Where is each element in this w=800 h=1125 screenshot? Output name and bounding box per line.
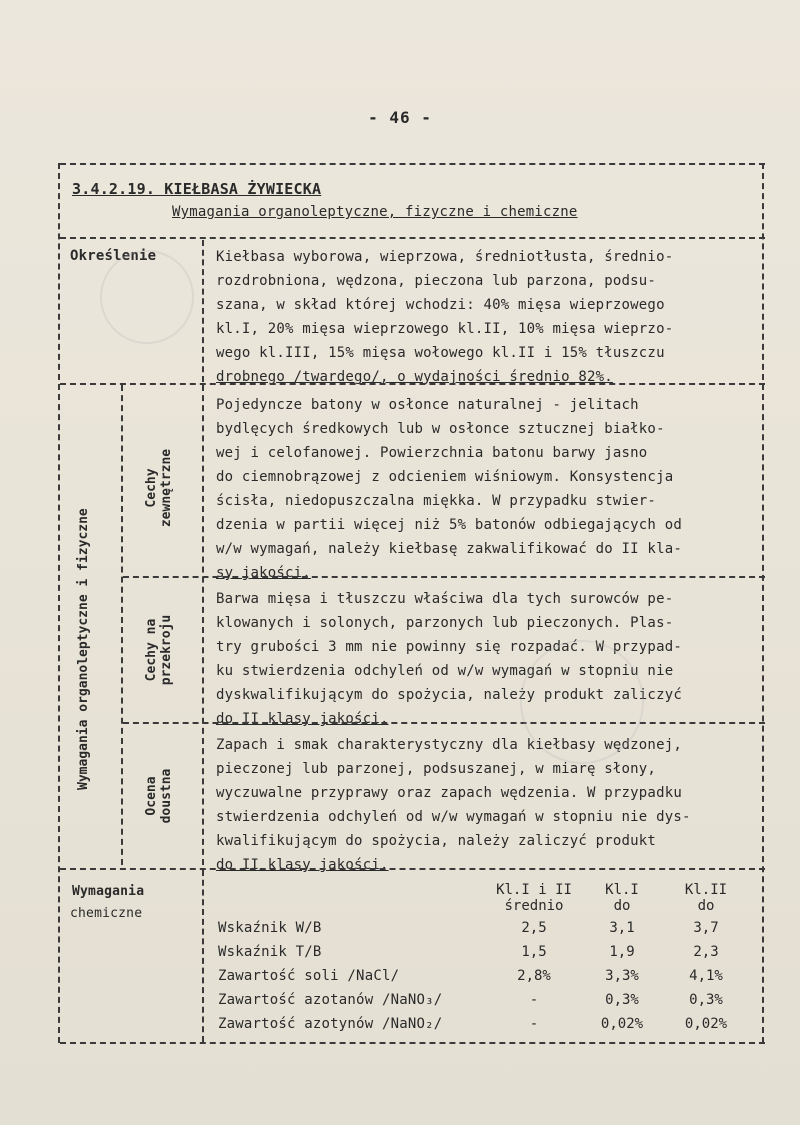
chem-row-v3: 0,02% xyxy=(684,1016,728,1032)
cross-section-line: dyskwalifikującym do spożycia, należy produkt zaliczyć xyxy=(216,687,682,703)
chem-row-v2: 0,3% xyxy=(605,992,639,1008)
heading-separator xyxy=(60,237,765,239)
frame-right-line xyxy=(762,163,764,1043)
taste-line: pieczonej lub parzonej, podsuszanej, w miarę słony, xyxy=(216,761,657,777)
cross-section-label xyxy=(144,590,180,710)
chem-row-v1: 2,5 xyxy=(521,920,547,936)
col-header-1-line2: średnio xyxy=(504,898,564,914)
chem-row-v1: - xyxy=(529,992,539,1008)
definition-bottom-line xyxy=(60,383,765,385)
definition-divider xyxy=(202,240,204,382)
taste-line: Zapach i smak charakterystyczny dla kiełbasy wędzonej, xyxy=(216,737,682,753)
definition-line: wego kl.III, 15% mięsa wołowego kl.II i 15% tłuszczu xyxy=(216,345,665,361)
external-line: w/w wymagań, należy kiełbasę zakwalifikować do II kla- xyxy=(216,541,682,557)
cross-section-line: klowanych i solonych, parzonych lub pieczonych. Plas- xyxy=(216,615,674,631)
chem-row-v2: 0,02% xyxy=(600,1016,644,1032)
chem-row-v1: 1,5 xyxy=(521,944,547,960)
chem-row-name: Zawartość soli /NaCl/ xyxy=(218,968,400,984)
external-line: Pojedyncze batony w osłonce naturalnej - jelitach xyxy=(216,397,639,413)
col-header-1 xyxy=(474,882,594,914)
col-header-3-line2: do xyxy=(697,898,715,914)
chem-row-name: Zawartość azotanów /NaNO₃/ xyxy=(218,992,443,1008)
col-header-3-line1: Kl.II xyxy=(684,882,728,898)
external-label-line2: zewnętrzne xyxy=(159,448,174,528)
col-header-2-line2: do xyxy=(613,898,631,914)
taste-line: wyczuwalne przyprawy oraz zapach wędzenia. W przypadku xyxy=(216,785,682,801)
chem-row-v3: 3,7 xyxy=(693,920,719,936)
chemical-label-line2: chemiczne xyxy=(70,906,143,921)
faint-stamp-circle xyxy=(100,250,194,344)
taste-label xyxy=(144,736,180,856)
organoleptic-group-label: Wymagania organoleptyczne i fizyczne xyxy=(76,508,91,790)
taste-label-line1: Ocena xyxy=(144,776,159,816)
definition-line: kl.I, 20% mięsa wieprzowego kl.II, 10% mięsa wieprzo- xyxy=(216,321,674,337)
cross-section-bottom-line xyxy=(123,722,765,724)
chem-row-v3: 2,3 xyxy=(693,944,719,960)
organoleptic-bottom-line xyxy=(60,868,765,870)
faint-stamp-circle xyxy=(520,640,644,764)
definition-label: Określenie xyxy=(70,248,157,264)
cross-section-line: do II klasy jakości. xyxy=(216,711,389,727)
chemical-divider xyxy=(202,870,204,1042)
chem-row-v2: 1,9 xyxy=(609,944,635,960)
frame-bottom-line xyxy=(60,1042,765,1044)
external-line: do ciemnobrązowej z odcieniem wiśniowym. Konsystencja xyxy=(216,469,674,485)
definition-line: szana, w skład której wchodzi: 40% mięsa wieprzowego xyxy=(216,297,665,313)
external-line: ścisła, niedopuszczalna miękka. W przypadku stwier- xyxy=(216,493,657,509)
cross-section-line: Barwa mięsa i tłuszczu właściwa dla tych surowców pe- xyxy=(216,591,674,607)
chem-row-v3: 0,3% xyxy=(689,992,723,1008)
col-header-2-line1: Kl.I xyxy=(605,882,639,898)
external-label-line1: Cechy xyxy=(144,468,159,508)
external-features-label xyxy=(144,428,180,548)
external-line: dzenia w partii więcej niż 5% batonów odbiegających od xyxy=(216,517,682,533)
external-line: wej i celofanowej. Powierzchnia batonu barwy jasno xyxy=(216,445,648,461)
group-divider xyxy=(121,385,123,865)
frame-top-line xyxy=(60,163,765,165)
external-line: bydlęcych średkowych lub w osłonce sztucznej białko- xyxy=(216,421,665,437)
definition-line: rozdrobniona, wędzona, pieczona lub parzona, podsu- xyxy=(216,273,657,289)
cross-section-label-line1: Cechy na xyxy=(144,618,159,682)
cross-section-line: try grubości 3 mm nie powinny się rozpadać. W przypad- xyxy=(216,639,682,655)
definition-line: Kiełbasa wyborowa, wieprzowa, średniotłusta, średnio- xyxy=(216,249,674,265)
taste-line: stwierdzenia odchyleń od w/w wymagań w stopniu nie dys- xyxy=(216,809,691,825)
definition-line: drobnego /twardego/, o wydajności średnio 82%. xyxy=(216,369,613,385)
chem-row-v2: 3,1 xyxy=(609,920,635,936)
col-header-2 xyxy=(582,882,662,914)
chem-row-v1: - xyxy=(529,1016,539,1032)
cross-section-label-line2: przekroju xyxy=(159,614,174,686)
page-number: - 46 - xyxy=(368,108,432,127)
taste-label-line2: doustna xyxy=(159,768,174,824)
section-title: 3.4.2.19. KIEŁBASA ŻYWIECKA xyxy=(72,180,322,198)
chem-row-name: Wskaźnik T/B xyxy=(218,944,322,960)
section-subtitle: Wymagania organoleptyczne, fizyczne i chemiczne xyxy=(172,204,578,220)
chem-row-v2: 3,3% xyxy=(605,968,639,984)
chem-row-v1: 2,8% xyxy=(517,968,551,984)
taste-line: do II klasy jakości. xyxy=(216,857,389,873)
cross-section-line: ku stwierdzenia odchyleń od w/w wymagań w stopniu nie xyxy=(216,663,674,679)
col-header-1-line1: Kl.I i II xyxy=(496,882,572,898)
external-line: sy jakości. xyxy=(216,565,311,581)
frame-left-line xyxy=(58,163,60,1043)
chem-row-v3: 4,1% xyxy=(689,968,723,984)
sublabel-divider xyxy=(202,385,204,865)
taste-line: kwalifikującym do spożycia, należy zaliczyć produkt xyxy=(216,833,657,849)
chemical-label-line1: Wymagania xyxy=(72,884,145,899)
col-header-3 xyxy=(666,882,746,914)
chem-row-name: Zawartość azotynów /NaNO₂/ xyxy=(218,1016,443,1032)
chem-row-name: Wskaźnik W/B xyxy=(218,920,322,936)
external-bottom-line xyxy=(123,576,765,578)
